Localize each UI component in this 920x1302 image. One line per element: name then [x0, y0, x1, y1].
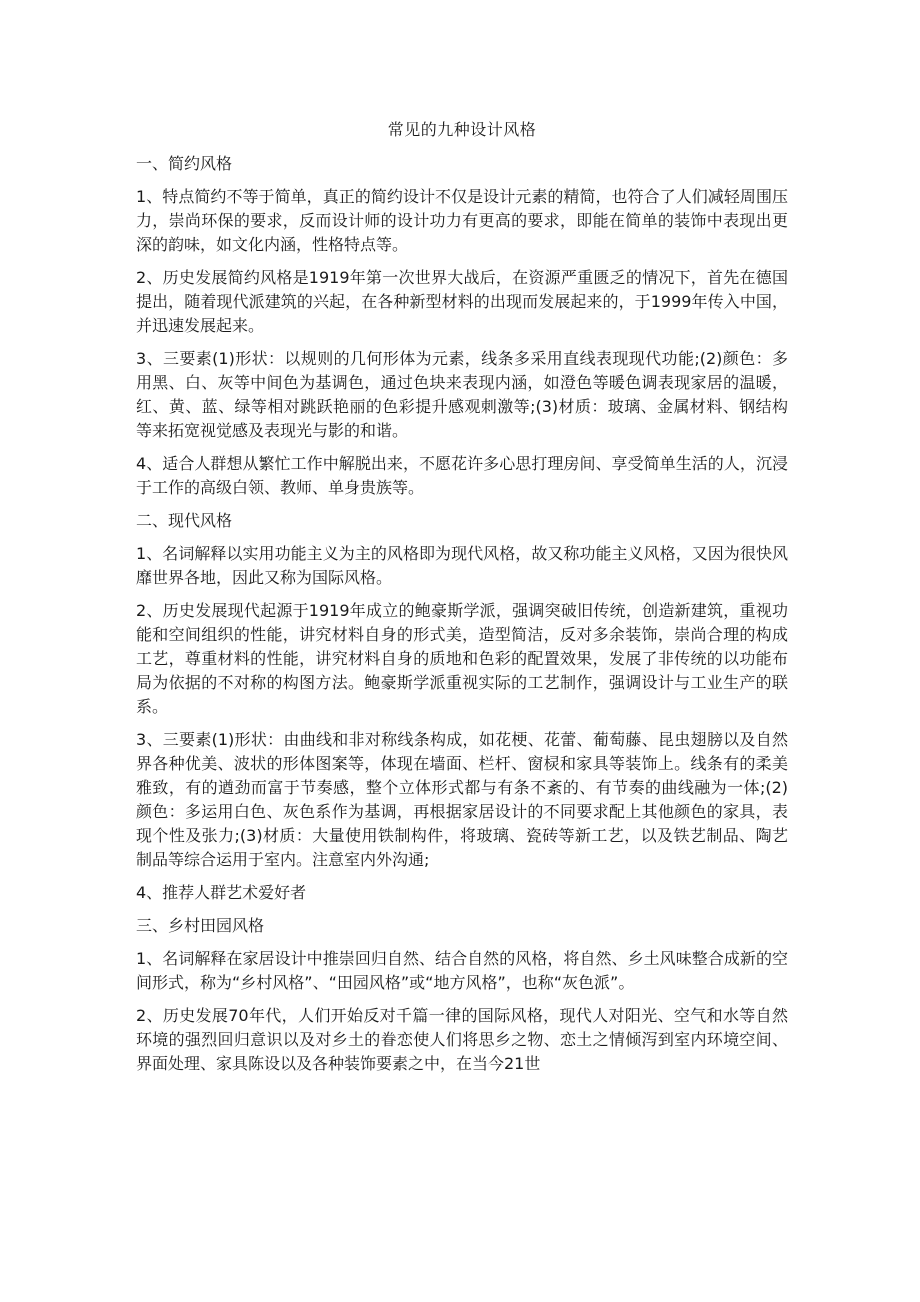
- document-page: [136, 118, 788, 1085]
- paragraph: 3、三要素(1)形状：以规则的几何形体为元素，线条多采用直线表现现代功能;(2)颜色：多用黑、白、灰等中间色为基调色，通过色块来表现内涵，如澄色等暖色调表现家居的温暖，红、黄、蓝、绿等相对跳跃艳丽的色彩提升感观刺激等;(3)材质：玻璃、金属材料、钢结构等来拓宽视觉感及表现光与影的和谐。: [136, 349, 788, 440]
- section-heading-minimalist: 一、简约风格: [136, 154, 233, 173]
- paragraph: 2、历史发展70年代，人们开始反对千篇一律的国际风格，现代人对阳光、空气和水等自然环境的强烈回归意识以及对乡土的眷恋使人们将思乡之物、恋土之情倾泻到室内环境空间、界面处理、家具陈设以及各种装饰要素之中，在当今21世: [136, 1006, 788, 1073]
- paragraph: 4、推荐人群艺术爱好者: [136, 883, 307, 902]
- paragraph: 2、历史发展现代起源于1919年成立的鲍豪斯学派，强调突破旧传统，创造新建筑，重视功能和空间组织的性能，讲究材料自身的形式美，造型简洁，反对多余装饰，崇尚合理的构成工艺，尊重材料的性能，讲究材料自身的质地和色彩的配置效果，发展了非传统的以功能布局为依据的不对称的构图方法。鲍豪斯学派重视实际的工艺制作，强调设计与工业生产的联系。: [136, 601, 788, 716]
- document-title: 常见的九种设计风格: [387, 120, 537, 139]
- section-heading-country: 三、乡村田园风格: [136, 916, 265, 935]
- section-heading-modern: 二、现代风格: [136, 511, 233, 530]
- paragraph: 1、名词解释以实用功能主义为主的风格即为现代风格，故又称功能主义风格，又因为很快风靡世界各地，因此又称为国际风格。: [136, 544, 788, 587]
- paragraph: 1、特点简约不等于简单，真正的简约设计不仅是设计元素的精简，也符合了人们减轻周围压力，崇尚环保的要求，反而设计师的设计功力有更高的要求，即能在简单的装饰中表现出更深的韵味，如文化内涵，性格特点等。: [136, 187, 788, 254]
- paragraph: 4、适合人群想从繁忙工作中解脱出来，不愿花许多心思打理房间、享受简单生活的人，沉浸于工作的高级白领、教师、单身贵族等。: [136, 454, 788, 497]
- paragraph: 2、历史发展简约风格是1919年第一次世界大战后，在资源严重匮乏的情况下，首先在德国提出，随着现代派建筑的兴起，在各种新型材料的出现而发展起来的，于1999年传入中国，并迅速发展起来。: [136, 268, 788, 335]
- paragraph: 3、三要素(1)形状：由曲线和非对称线条构成，如花梗、花蕾、葡萄藤、昆虫翅膀以及自然界各种优美、波状的形体图案等，体现在墙面、栏杆、窗棂和家具等装饰上。线条有的柔美雅致，有的遒劲而富于节奏感，整个立体形式都与有条不紊的、有节奏的曲线融为一体;(2)颜色：多运用白色、灰色系作为基调，再根据家居设计的不同要求配上其他颜色的家具，表现个性及张力;(3)材质：大量使用铁制构件，将玻璃、瓷砖等新工艺，以及铁艺制品、陶艺制品等综合运用于室内。注意室内外沟通;: [136, 730, 788, 869]
- paragraph: 1、名词解释在家居设计中推崇回归自然、结合自然的风格，将自然、乡土风味整合成新的空间形式，称为“乡村风格”、“田园风格”或“地方风格”，也称“灰色派”。: [136, 949, 788, 992]
